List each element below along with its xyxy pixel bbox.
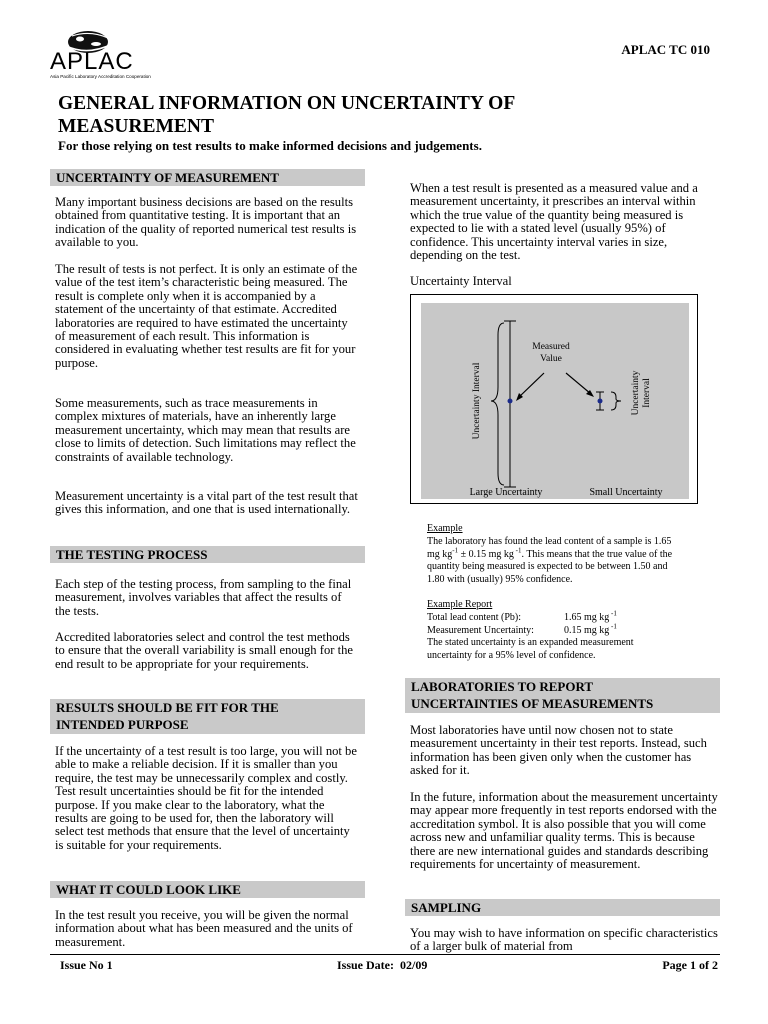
footer-page: Page 1 of 2 <box>662 958 718 972</box>
section-heading-uncertainty: UNCERTAINTY OF MEASUREMENT <box>50 169 365 186</box>
section-heading-sampling: SAMPLING <box>405 899 720 916</box>
small-measured-dot <box>598 399 603 404</box>
footer-issue: Issue No 1 <box>60 958 113 972</box>
example-report-block: Example Report Total lead content (Pb): 1.65 mg kg $^{-1}$ Measurement Uncertainty: 0.15 mg kg $^{-1}$ The stated uncertainty is an expanded measurement uncertainty for a 95% level of confidence. <box>427 599 722 663</box>
measured-value-label: Measured Value <box>532 342 570 364</box>
logo-word: APLAC <box>50 48 134 75</box>
section-heading-testing-process: THE TESTING PROCESS <box>50 546 365 563</box>
title-line-1: GENERAL INFORMATION ON UNCERTAINTY OF <box>58 93 516 114</box>
paragraph: Each step of the testing process, from sampling to the final measurement, involves variables that affect the results of the tests. <box>55 577 352 618</box>
uncertainty-figure <box>410 294 698 504</box>
title-line-2: MEASUREMENT <box>58 116 215 137</box>
large-uncertainty-interval-label: Uncertainty Interval <box>472 362 482 440</box>
footer-rule <box>50 954 720 955</box>
paragraph: Many important business decisions are based on the results obtained from quantitative testing. It is important that an indication of the quality of reported numerical test results is available to you. <box>55 195 357 250</box>
paragraph: Most laboratories have until now chosen not to state measurement uncertainty in their test reports. Instead, such information has been given only when the customer has asked for it. <box>410 723 707 778</box>
uncertainty-diagram <box>411 295 697 503</box>
paragraph: Some measurements, such as trace measurements in complex mixtures of materials, have an inherently large measurement uncertainty, which may mean that results are close to limits of detection. Such limitations may reflect the constraints of available technology. <box>55 396 356 464</box>
section-heading-fit-for-purpose: RESULTS SHOULD BE FIT FOR THE INTENDED PURPOSE <box>50 699 365 734</box>
paragraph: In the test result you receive, you will be given the normal information about what has been measured and the units of measurement. <box>55 908 353 949</box>
page-subtitle: For those relying on test results to make informed decisions and judgements. <box>58 138 482 153</box>
large-measured-dot <box>508 399 513 404</box>
small-uncertainty-label: Small Uncertainty <box>589 487 663 498</box>
small-uncertainty-interval-label: Uncertainty Interval <box>631 370 652 416</box>
paragraph: Measurement uncertainty is a vital part of the test result that gives this information, and one that is used internationally. <box>55 489 358 517</box>
paragraph: The result of tests is not perfect. It is only an estimate of the value of the test item’s characteristic being measured. The result is complete only when it is accompanied by a statement of the uncertainty of that estimate. Accredited laboratories are required to have estimated the uncertainty of measurement of each result. This information is considered in evaluating whether test results are fit for your purpose. <box>55 262 358 370</box>
footer-date: Issue Date: 02/09 <box>337 958 428 972</box>
section-heading-laboratories-report: LABORATORIES TO REPORT UNCERTAINTIES OF MEASUREMENTS <box>405 678 720 713</box>
example-block: Example The laboratory has found the lead content of a sample is 1.65 mg $kg^{-1} \pm 0.15$ mg kg $^{-1}$. This means that the true value of the quantity being measured is expected to be between 1.50 and 1.80 with (usually) 95% confidence. <box>427 523 722 587</box>
figure-caption: Uncertainty Interval <box>410 274 512 288</box>
aplac-logo <box>50 26 151 82</box>
paragraph: When a test result is presented as a measured value and a measurement uncertainty, it prescribes an interval within which the true value of the quantity being measured is expected to lie with a stated level (usually 95%) of confidence. This uncertainty interval varies in size, depending on the test. <box>410 181 698 263</box>
example-report-title: Example Report <box>427 599 493 610</box>
section-heading-what-it-looks-like: WHAT IT COULD LOOK LIKE <box>50 881 365 898</box>
logo-subtitle: Asia Pacific Laboratory Accreditation Cooperation <box>50 74 151 79</box>
paragraph: Accredited laboratories select and control the test methods to ensure that the overall variability is small enough for the end result to be appropriate for your requirements. <box>55 630 353 671</box>
paragraph: If the uncertainty of a test result is too large, you will not be able to make a reliable decision. If it is smaller than you require, the test may be unnecessarily complex and costly. Test result uncertainties should be fit for the intended purpose. If you make clear to the laboratory, what the results are going to be used for, then the laboratory will select test methods that ensure that the level of uncertainty is suitable for your requirements. <box>55 744 357 852</box>
paragraph: In the future, information about the measurement uncertainty may appear more frequently in test reports endorsed with the accreditation symbol. It is also possible that you will come across new and unfamiliar quality terms. This is because there are new international guides and standards describing requirements for uncertainty of measurement. <box>410 790 718 872</box>
page-title <box>58 92 718 138</box>
document-code: APLAC TC 010 <box>621 42 710 57</box>
large-uncertainty-label: Large Uncertainty <box>469 487 543 498</box>
example-title: Example <box>427 523 463 534</box>
paragraph: You may wish to have information on specific characteristics of a larger bulk of material from <box>410 926 718 954</box>
